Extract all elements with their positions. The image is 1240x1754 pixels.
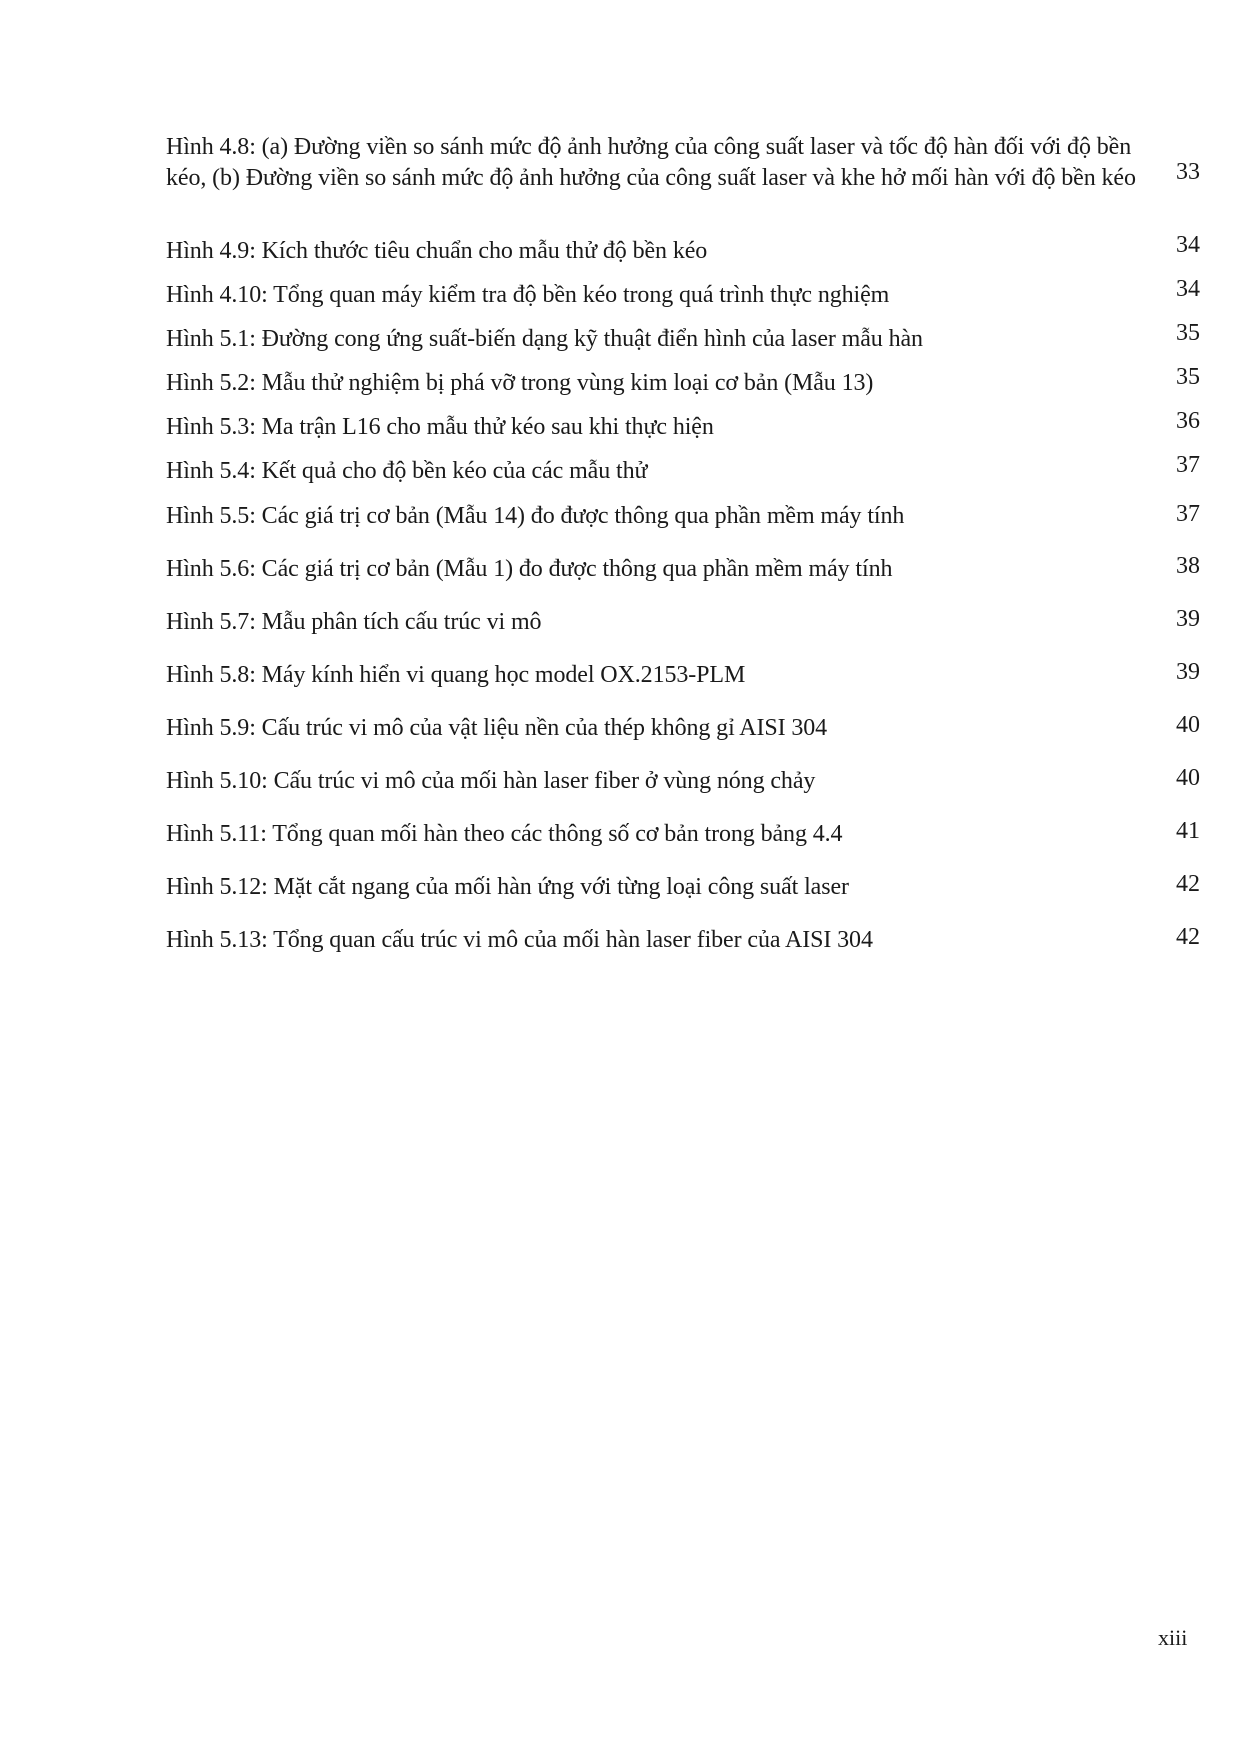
toc-entry-text: Hình 4.8: (a) Đường viền so sánh mức độ ảnh hưởng của công suất laser và tốc độ hàn đối với độ bền kéo, (b) Đường viền so sánh mức độ ảnh hưởng của công suất laser và khe hở mối hàn với độ bền kéo [166, 134, 1136, 191]
toc-entry-text: Hình 5.9: Cấu trúc vi mô của vật liệu nền của thép không gỉ AISI 304 [166, 715, 828, 741]
toc-entry-text: Hình 5.6: Các giá trị cơ bản (Mẫu 1) đo được thông qua phần mềm máy tính [166, 556, 893, 582]
toc-entry-text: Hình 5.10: Cấu trúc vi mô của mối hàn laser fiber ở vùng nóng chảy [166, 768, 816, 794]
toc-entry-fig-5-12 [166, 872, 1200, 903]
toc-entry-text: Hình 5.1: Đường cong ứng suất-biến dạng kỹ thuật điển hình của laser mẫu hàn [166, 326, 923, 352]
toc-entry-page: 34 [1176, 276, 1200, 302]
toc-entry-page: 35 [1176, 320, 1200, 346]
toc-entry-fig-5-9 [166, 713, 1200, 744]
toc-entry-page: 37 [1176, 501, 1200, 527]
toc-entry-page: 41 [1176, 818, 1200, 844]
toc-entry-page: 38 [1176, 553, 1200, 579]
toc-entry-text: Hình 4.10: Tổng quan máy kiểm tra độ bền kéo trong quá trình thực nghiệm [166, 282, 890, 308]
toc-entry-page: 36 [1176, 408, 1200, 434]
toc-entry-text: Hình 5.5: Các giá trị cơ bản (Mẫu 14) đo được thông qua phần mềm máy tính [166, 503, 905, 529]
toc-entry-page: 42 [1176, 924, 1200, 950]
toc-entry-text: Hình 5.12: Mặt cắt ngang của mối hàn ứng với từng loại công suất laser [166, 874, 849, 900]
toc-entry-fig-5-6 [166, 554, 1200, 585]
toc-entry-fig-5-7 [166, 607, 1200, 638]
toc-entry-page: 35 [1176, 364, 1200, 390]
toc-entry-fig-4-8 [166, 132, 1200, 225]
toc-entry-fig-5-2 [166, 364, 1200, 399]
toc-entry-text: Hình 5.11: Tổng quan mối hàn theo các thông số cơ bản trong bảng 4.4 [166, 821, 843, 847]
toc-entry-page: 34 [1176, 232, 1200, 258]
toc-entry-text: Hình 5.8: Máy kính hiển vi quang học model OX.2153-PLM [166, 662, 746, 688]
toc-entry-page: 40 [1176, 712, 1200, 738]
toc-entry-text: Hình 5.3: Ma trận L16 cho mẫu thử kéo sau khi thực hiện [166, 414, 714, 440]
toc-entry-fig-4-10 [166, 276, 1200, 311]
toc-entry-text: Hình 5.4: Kết quả cho độ bền kéo của các mẫu thử [166, 458, 648, 484]
toc-entry-text: Hình 5.7: Mẫu phân tích cấu trúc vi mô [166, 609, 542, 635]
toc-entry-fig-5-4 [166, 452, 1200, 487]
toc-entry-page: 40 [1176, 765, 1200, 791]
toc-entry-text: Hình 5.13: Tổng quan cấu trúc vi mô của mối hàn laser fiber của AISI 304 [166, 927, 873, 953]
toc-entry-page: 42 [1176, 871, 1200, 897]
toc-entry-page: 39 [1176, 606, 1200, 632]
toc-entry-text: Hình 4.9: Kích thước tiêu chuẩn cho mẫu thử độ bền kéo [166, 238, 708, 264]
toc-entry-fig-5-13 [166, 925, 1200, 956]
toc-entry-fig-5-3 [166, 408, 1200, 443]
toc-entry-text: Hình 5.2: Mẫu thử nghiệm bị phá vỡ trong vùng kim loại cơ bản (Mẫu 13) [166, 370, 874, 396]
toc-entry-page: 39 [1176, 659, 1200, 685]
toc-entry-fig-5-5 [166, 501, 1200, 532]
toc-entry-page: 33 [1176, 159, 1200, 185]
page-number: xiii [1158, 1625, 1188, 1650]
toc-entry-page: 37 [1176, 452, 1200, 478]
toc-entry-fig-4-9 [166, 232, 1200, 267]
toc-entry-fig-5-11 [166, 819, 1200, 850]
toc-entry-fig-5-10 [166, 766, 1200, 797]
toc-entry-fig-5-8 [166, 660, 1200, 691]
toc-entry-fig-5-1 [166, 320, 1200, 355]
